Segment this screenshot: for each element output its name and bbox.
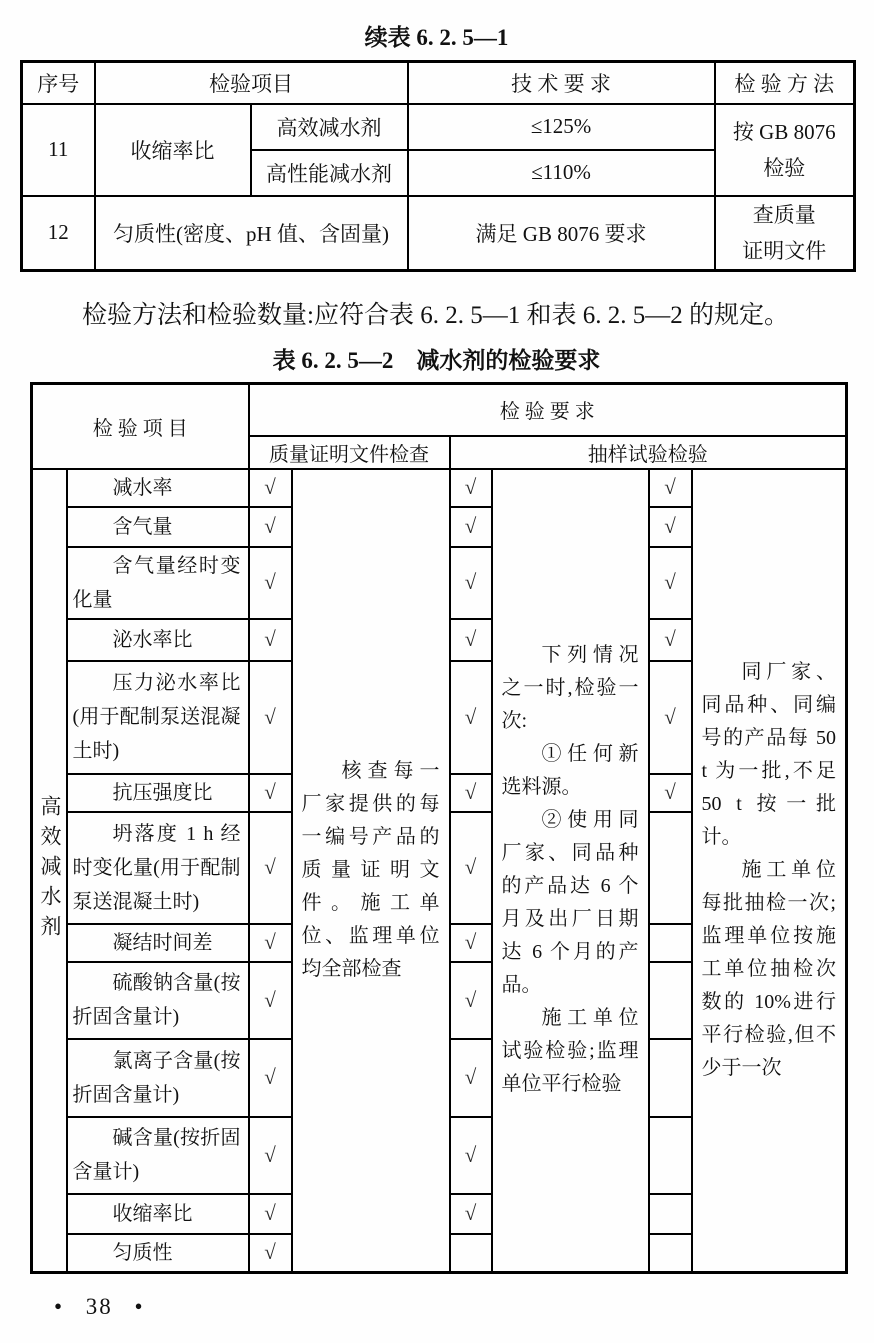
sample-check-mark-2 <box>649 1039 692 1117</box>
header-no: 序号 <box>22 62 95 104</box>
sample-check-mark-1: √ <box>450 774 492 812</box>
page-number: • 38 • <box>54 1293 145 1319</box>
item-label: 收缩率比 <box>67 1194 249 1234</box>
sample-check-mark-1: √ <box>450 962 492 1039</box>
sample-check-mark-2 <box>649 924 692 962</box>
sample-check-mark-1: √ <box>450 547 492 619</box>
item-label: 凝结时间差 <box>67 924 249 962</box>
sample-note1-cell <box>492 469 649 1273</box>
doc-check-mark: √ <box>249 774 292 812</box>
sample-note2-p2: 施工单位每批抽检一次;监理单位按施工单位抽检次数的 10%进行平行检验,但不少于一次 <box>701 858 836 1079</box>
row11-item: 收缩率比 <box>95 104 251 196</box>
row11-no: 11 <box>22 104 95 196</box>
sample-check-mark-2: √ <box>649 774 692 812</box>
sample-note2-p1: 同厂家、同品种、同编号的产品每 50 t 为一批,不足 50 t 按一批计。 <box>701 660 836 848</box>
doc-check-mark: √ <box>249 1039 292 1117</box>
doc-check-mark: √ <box>249 661 292 774</box>
row11-method-line2: 检验 <box>763 155 806 180</box>
sample-check-mark-1: √ <box>450 1039 492 1117</box>
row11-requirement-1: ≤110% <box>408 150 715 196</box>
item-label: 抗压强度比 <box>67 774 249 812</box>
table-row <box>22 196 855 271</box>
header-item: 检验项目 <box>95 62 408 104</box>
row12-requirement: 满足 GB 8076 要求 <box>408 196 715 271</box>
doc-check-mark: √ <box>249 619 292 661</box>
table2-title: 表 6. 2. 5—2 减水剂的检验要求 <box>272 348 601 373</box>
row11-subtype-0: 高效减水剂 <box>251 104 408 150</box>
doc-check-mark: √ <box>249 962 292 1039</box>
row12-no: 12 <box>22 196 95 271</box>
row12-method <box>715 196 855 271</box>
sample-check-mark-1: √ <box>450 924 492 962</box>
sample-note1-p3: ②使用同厂家、同品种的产品达 6 个月及出厂日期达 6 个月的产品。 <box>501 809 639 996</box>
doc-check-mark: √ <box>249 1117 292 1194</box>
item-label: 减水率 <box>67 469 249 507</box>
row12-method-line1: 查质量 <box>752 202 816 227</box>
header-method: 检 验 方 法 <box>715 62 855 104</box>
item-label: 泌水率比 <box>67 619 249 661</box>
item-label: 氯离子含量(按折固含量计) <box>67 1039 249 1117</box>
body-paragraph: 检验方法和检验数量:应符合表 6. 2. 5—1 和表 6. 2. 5—2 的规定。 <box>82 302 789 329</box>
row11-method-line1: 按 GB 8076 <box>732 119 836 144</box>
category-cell <box>32 469 67 1273</box>
sample-check-mark-2 <box>649 962 692 1039</box>
sample-check-mark-2 <box>649 1234 692 1273</box>
sample-check-mark-2: √ <box>649 619 692 661</box>
sample-check-mark-1: √ <box>450 619 492 661</box>
item-label: 碱含量(按折固含量计) <box>67 1117 249 1194</box>
sample-check-mark-2: √ <box>649 469 692 507</box>
category-label: 高效减水剂 <box>38 795 62 945</box>
doc-check-mark: √ <box>249 1234 292 1273</box>
item-label: 匀质性 <box>67 1234 249 1273</box>
sample-check-mark-1 <box>450 1234 492 1273</box>
row11-requirement-0: ≤125% <box>408 104 715 150</box>
sample-check-mark-2 <box>649 1194 692 1234</box>
sample-note2-cell <box>692 469 847 1273</box>
doc-check-mark: √ <box>249 812 292 924</box>
doc-note: 核查每一厂家提供的每一编号产品的质量证明文件。施工单位、监理单位均全部检查 <box>301 759 440 980</box>
doc-check-mark: √ <box>249 547 292 619</box>
sample-note1-p4: 施工单位试验检验;监理单位平行检验 <box>501 1007 639 1095</box>
header-inspection-item: 检 验 项 目 <box>32 384 249 469</box>
item-label: 压力泌水率比(用于配制泵送混凝土时) <box>67 661 249 774</box>
header-requirement: 技 术 要 求 <box>408 62 715 104</box>
doc-check-mark: √ <box>249 1194 292 1234</box>
header-inspection-requirement: 检 验 要 求 <box>249 384 847 436</box>
sample-note1-p2: ①任何新选料源。 <box>501 743 639 798</box>
row12-method-line2: 证明文件 <box>742 238 827 263</box>
item-label: 坍落度 1 h 经时变化量(用于配制泵送混凝土时) <box>67 812 249 924</box>
sample-check-mark-1: √ <box>450 1117 492 1194</box>
continued-table <box>20 60 856 272</box>
sample-check-mark-2 <box>649 812 692 924</box>
item-label: 含气量经时变化量 <box>67 547 249 619</box>
item-label: 硫酸钠含量(按折固含量计) <box>67 962 249 1039</box>
table-row <box>22 104 855 150</box>
sample-check-mark-1: √ <box>450 1194 492 1234</box>
row11-subtype-1: 高性能减水剂 <box>251 150 408 196</box>
continued-table-title: 续表 6. 2. 5—1 <box>364 25 509 50</box>
doc-check-mark: √ <box>249 507 292 547</box>
table2-header-row-1 <box>32 384 847 436</box>
row12-item: 匀质性(密度、pH 值、含固量) <box>95 196 408 271</box>
sample-check-mark-2: √ <box>649 507 692 547</box>
sample-note1-p1: 下列情况之一时,检验一次: <box>501 644 639 732</box>
item-label: 含气量 <box>67 507 249 547</box>
table-row <box>32 469 847 507</box>
sample-check-mark-2: √ <box>649 661 692 774</box>
sample-check-mark-1: √ <box>450 469 492 507</box>
continued-table-header-row <box>22 62 855 104</box>
inspection-requirements-table <box>30 382 848 1274</box>
sample-check-mark-2 <box>649 1117 692 1194</box>
sample-check-mark-1: √ <box>450 812 492 924</box>
doc-check-mark: √ <box>249 924 292 962</box>
sample-check-mark-1: √ <box>450 661 492 774</box>
doc-check-mark: √ <box>249 469 292 507</box>
header-doc-check: 质量证明文件检查 <box>249 436 450 469</box>
sample-check-mark-1: √ <box>450 507 492 547</box>
row11-method <box>715 104 855 196</box>
header-sample-check: 抽样试验检验 <box>450 436 847 469</box>
doc-note-cell <box>292 469 450 1273</box>
sample-check-mark-2: √ <box>649 547 692 619</box>
